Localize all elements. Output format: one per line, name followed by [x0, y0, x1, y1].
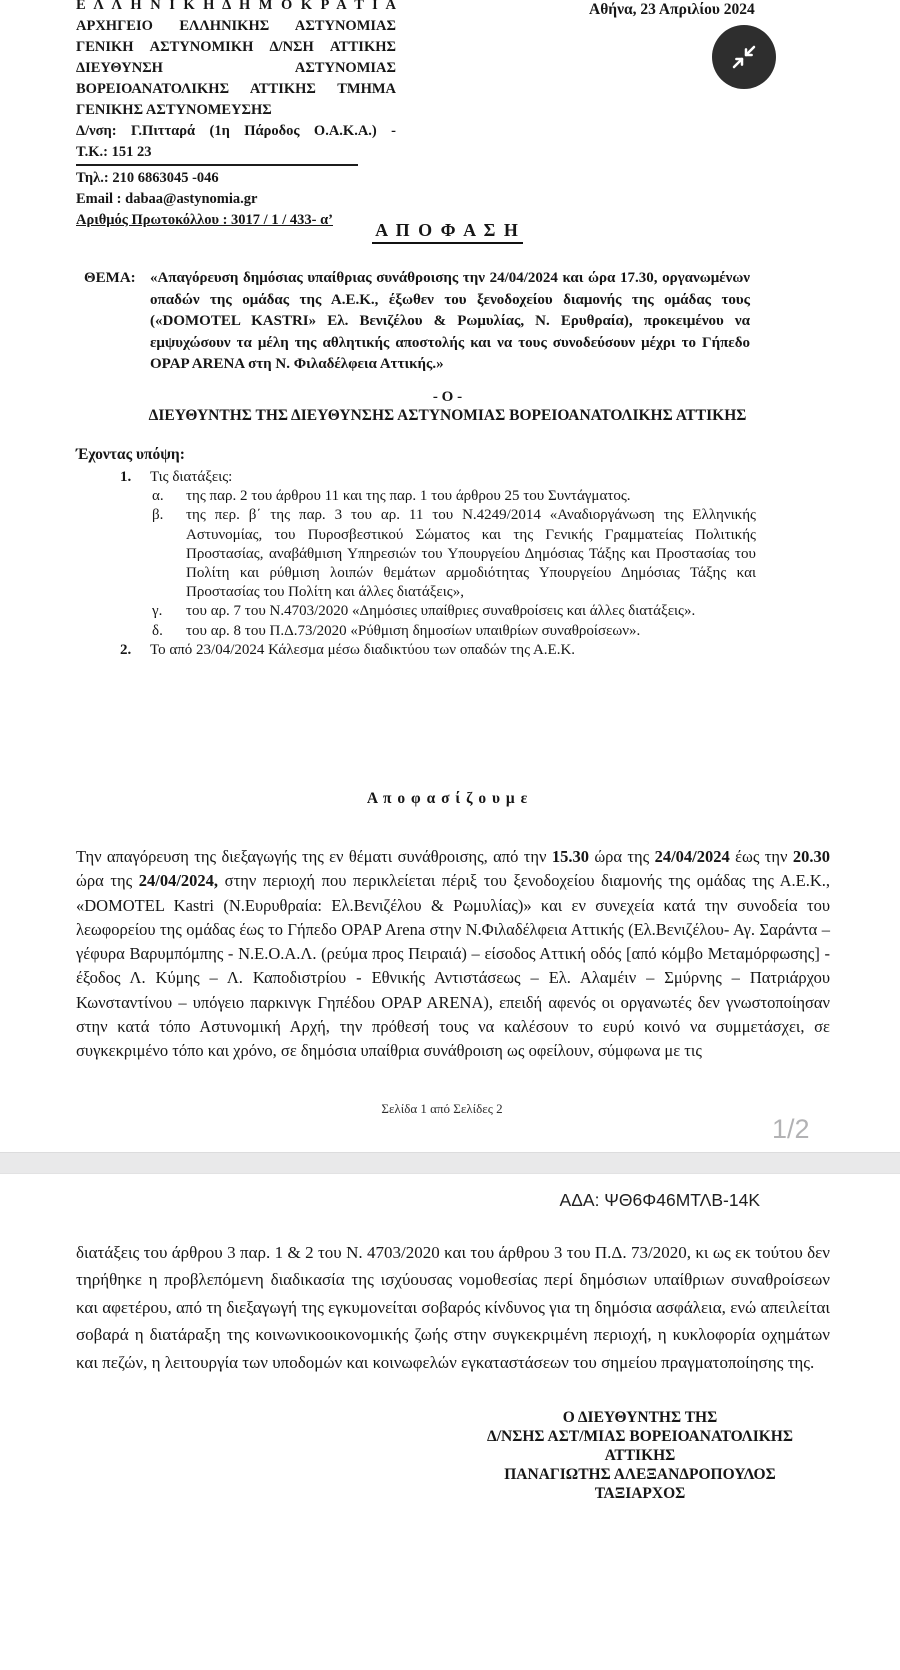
decision-title-wrap	[75, 220, 820, 244]
sub-item-letter: α.	[152, 488, 164, 505]
sub-list-item	[152, 506, 756, 602]
issuer-title: ΔΙΕΥΘΥΝΤΗΣ ΤΗΣ ΔΙΕΥΘΥΝΣΗΣ ΑΣΤΥΝΟΜΙΑΣ ΒΟΡΕΙΟΑΝΑΤΟΛΙΚΗΣ ΑΤΤΙΚΗΣ	[148, 407, 747, 424]
letterhead-line: ΔΙΕΥΘΥΝΣΗ ΑΣΤΥΝΟΜΙΑΣ	[76, 60, 396, 76]
issue-date: Αθήνα, 23 Απριλίου 2024	[589, 1, 755, 18]
sub-item-letter: β.	[152, 507, 164, 524]
letterhead-email: Email : dabaa@astynomia.gr	[76, 191, 258, 207]
sub-list-item	[152, 602, 756, 621]
letterhead-line: ΒΟΡΕΙΟΑΝΑΤΟΛΙΚΗΣ ΑΤΤΙΚΗΣ ΤΜΗΜΑ	[76, 81, 396, 97]
decision-segment: έως την	[729, 847, 793, 866]
sub-item-text: της παρ. 2 του άρθρου 11 και της παρ. 1 του άρθρου 25 του Συντάγματος.	[186, 488, 631, 505]
sub-item-letter: δ.	[152, 622, 163, 639]
minimize-button[interactable]	[712, 25, 776, 89]
decision-segment: Την απαγόρευση της διεξαγωγής της εν θέματι συνάθροισης, από την	[76, 847, 552, 866]
considering-heading: Έχοντας υπόψη:	[76, 446, 185, 463]
protocol-number: Αριθμός Πρωτοκόλλου : 3017 / 1 / 433- α’	[76, 212, 333, 228]
signature-line: Δ/ΝΣΗΣ ΑΣΤ/ΜΙΑΣ ΒΟΡΕΙΟΑΝΑΤΟΛΙΚΗΣ	[487, 1428, 793, 1445]
item-number: 1.	[120, 469, 132, 485]
decision-title: Α Π Ο Φ Α Σ Η	[372, 220, 523, 244]
page-footer-label: Σελίδα 1 από Σελίδες 2	[381, 1101, 503, 1116]
letterhead-phone: Τηλ.: 210 6863045 -046	[76, 170, 219, 186]
decision-segment-bold: 20.30	[792, 847, 831, 866]
decision-segment-bold: 15.30	[551, 847, 589, 866]
ada-number: ΑΔΑ: ΨΘ6Φ46ΜΤΛΒ-14Κ	[559, 1190, 760, 1210]
issuer-dash: - Ο -	[432, 389, 463, 405]
continuation-paragraph: διατάξεις του άρθρου 3 παρ. 1 & 2 του Ν. 4703/2020 και του άρθρου 3 του Π.Δ. 73/2020, κι ως εκ τούτου δεν τηρήθηκε η προβλεπόμενη διαδικασία της ισχύουσας νομοθεσίας περί δημόσιων υπαίθριων συναθροίσεων και αφετέρου, από τη διεξαγωγή της εγκυμονείται σοβαρός κίνδυνος για τη δημόσια ασφάλεια, ενώ απειλείται σοβαρά η διατάραξη της κοινωνικοοικονομικής ζωής στην συγκεκριμένη περιοχή, η κυκλοφορία οχημάτων και πεζών, η λειτουργία των υποδομών και κοινωφελών εγκαταστάσεων του σημείου πραγματοποίησης της.	[76, 1243, 830, 1372]
list-item	[120, 468, 756, 487]
signature-line: Ο ΔΙΕΥΘΥΝΤΗΣ ΤΗΣ	[562, 1409, 718, 1426]
letterhead-line: ΓΕΝΙΚΗΣ ΑΣΤΥΝΟΜΕΥΣΗΣ	[76, 102, 272, 118]
sub-item-text: του αρ. 7 του Ν.4703/2020 «Δημόσιες υπαίθριες συναθροίσεις και άλλες διατάξεις».	[186, 603, 696, 620]
item-text: Το από 23/04/2024 Κάλεσμα μέσω διαδικτύου των οπαδών της Α.Ε.Κ.	[150, 641, 576, 658]
subject-label: ΘΕΜΑ:	[84, 270, 136, 286]
signature-line: ΠΑΝΑΓΙΩΤΗΣ ΑΛΕΞΑΝΔΡΟΠΟΥΛΟΣ	[504, 1466, 776, 1483]
collapse-arrows-icon	[729, 42, 759, 72]
letterhead-line: Δ/νση: Γ.Πιτταρά (1η Πάροδος Ο.Α.Κ.Α.) -	[76, 123, 396, 139]
subject-text: «Απαγόρευση δημόσιας υπαίθριας συνάθροισης την 24/04/2024 και ώρα 17.30, οργανωμένων οπαδών της ομάδας της Α.Ε.Κ., έξωθεν του ξενοδοχείου διαμονής της ομάδας τους («DOMOTEL KASTRI» Ελ. Βενιζέλου & Ρωμυλίας, Ν. Ερυθραία), προκειμένου να εμψυχώσουν τα μέλη της αθλητικής αποστολής και να τους συνοδεύσουν μέχρι το Γήπεδο OPAP ARENA στη Ν. Φιλαδέλφεια Αττικής.»	[150, 270, 750, 372]
letterhead-line: Ε Λ Λ Η Ν Ι Κ Η Δ Η Μ Ο Κ Ρ Α Τ Ι Α	[76, 0, 396, 13]
sub-list-item	[152, 487, 756, 506]
sub-list-item	[152, 622, 756, 641]
list-item	[120, 641, 756, 660]
page-separator	[0, 1152, 900, 1174]
decision-segment: ώρα της	[588, 847, 655, 866]
sub-item-text: του αρ. 8 του Π.Δ.73/2020 «Ρύθμιση δημοσίων υπαιθρίων συναθροίσεων».	[186, 622, 641, 639]
signature-block	[440, 1408, 840, 1503]
signature-line: ΤΑΞΙΑΡΧΟΣ	[594, 1485, 686, 1502]
decision-segment: στην περιοχή που περικλείεται πέριξ του ξενοδοχείου διαμονής της ομάδας της Α.Ε.Κ., «DOMOTEL Kastri (Ν.Ευρυθραία: Ελ.Βενιζέλου & Ρωμυλίας)» και εν συνεχεία κατά την συνοδεία του λεωφορείου της ομάδας έως το Γήπεδο OPAP Arena στην Ν.Φιλαδέλφεια Αττικής (Ελ.Βενιζέλου- Αγ. Σαράντα – γέφυρα Βαρυμπόμπης - Ν.Ε.Ο.Α.Λ. (ρεύμα προς Πειραιά) – είσοδος Αττική οδός [από κόμβο Μεταμόρφωσης] - έξοδος Λ. Κύμης – Λ. Καποδιστρίου - Εθνικής Αντιστάσεως – Ελ. Αλαμέιν – Σμύρνης – Πατριάρχου Κωνσταντίνου – υπόγειο παρκινγκ Γηπέδου OPAP ARENA), επειδή αφενός οι οργανωτές δεν γνωστοποίησαν στην κατά τόπο Αστυνομική Αρχή, την πρόθεσή τους να καλέσουν το ευρύ κοινό να συμμετάσχει, σε συγκεκριμένο τόπο και χρόνο, σε δημόσια υπαίθρια συνάθροιση ως οφείλουν, σύμφωνα με τις	[76, 871, 830, 1061]
letterhead	[76, 0, 396, 231]
item-number: 2.	[120, 641, 132, 658]
subject-block	[84, 268, 756, 376]
letterhead-line: ΓΕΝΙΚΗ ΑΣΤΥΝΟΜΙΚΗ Δ/ΝΣΗ ΑΤΤΙΚΗΣ	[76, 39, 396, 55]
page-indicator: 1/2	[772, 1114, 810, 1144]
decision-segment-bold: 24/04/2024	[654, 847, 730, 866]
decide-heading: Α π ο φ α σ ί ζ ο υ μ ε	[366, 790, 529, 807]
decision-paragraph	[76, 845, 830, 1064]
decision-segment: ώρα της	[76, 871, 139, 891]
considering-list	[120, 468, 756, 660]
letterhead-divider	[76, 164, 358, 166]
sub-item-text: της περ. β΄ της παρ. 3 του αρ. 11 του Ν.4249/2014 «Αναδιοργάνωση της Ελληνικής Αστυνομίας, του Πυροσβεστικού Σώματος και της Γενικής Γραμματείας Πολιτικής Προστασίας, αναβάθμιση Υπηρεσιών του Υπουργείου Δημόσιας Τάξης και Προστασίας του Πολίτη και ρύθμιση λοιπών θεμάτων αρμοδιότητας Υπουργείου Δημόσιας Τάξης και Προστασίας του Πολίτη και άλλες διατάξεις»,	[186, 507, 756, 601]
letterhead-line: Τ.Κ.: 151 23	[76, 144, 152, 160]
decision-segment-bold: 24/04/2024,	[138, 871, 219, 891]
signature-line: ΑΤΤΙΚΗΣ	[604, 1447, 676, 1464]
sub-item-letter: γ.	[152, 603, 163, 620]
letterhead-line: ΑΡΧΗΓΕΙΟ ΕΛΛΗΝΙΚΗΣ ΑΣΤΥΝΟΜΙΑΣ	[76, 18, 396, 34]
item-text: Τις διατάξεις:	[150, 469, 233, 485]
